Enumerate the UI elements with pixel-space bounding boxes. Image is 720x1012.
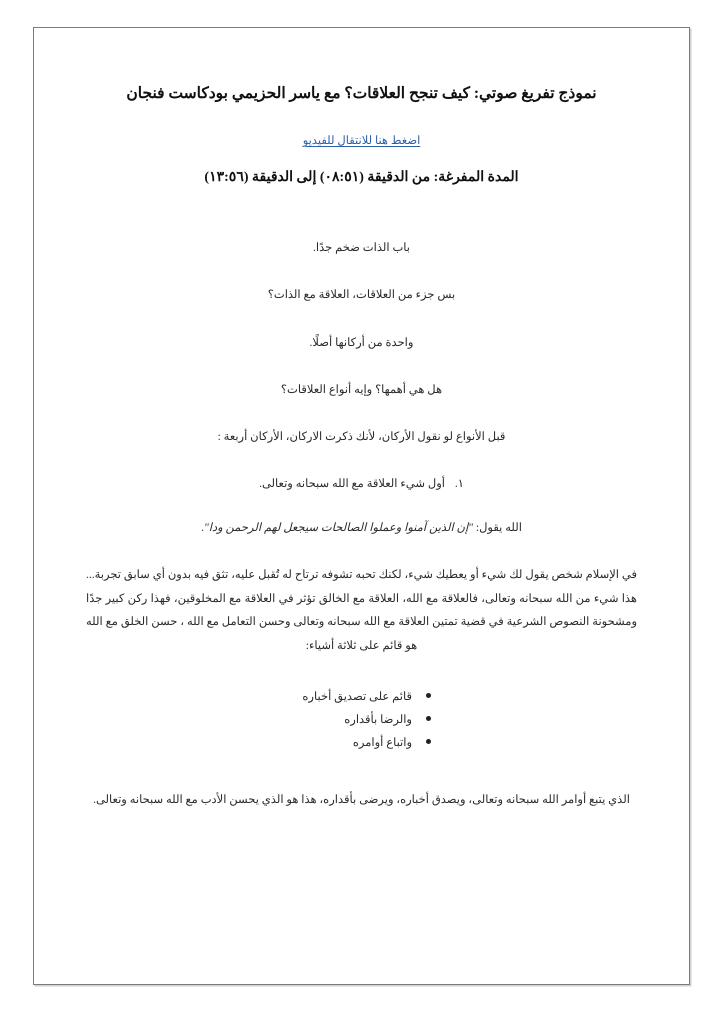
transcript-closing-paragraph: الذي يتبع أوامر الله سبحانه وتعالى، ويصدق أخباره، ويرضى بأقداره، هذا هو الذي يحسن الأدب مع الله سبحانه وتعالى. [93,794,630,807]
list-item [86,474,637,494]
video-link-row [86,131,637,149]
bullet-dot-icon [426,693,431,698]
page-title: نموذج تفريغ صوتي: كيف تنجح العلاقات؟ مع ياسر الحزيمي بودكاست فنجان [126,85,597,102]
list-item-label: أول شيء العلاقة مع الله سبحانه وتعالى. [259,477,445,490]
document-page-sheet [33,27,690,985]
bullet-dot-icon [426,716,431,721]
transcript-paragraph: هل هي أهمها؟ وإيه أنواع العلاقات؟ [280,383,443,396]
numbered-list [86,474,637,494]
list-item [86,732,637,755]
bullet-list [86,686,637,755]
transcript-body [86,238,637,813]
document-content-area [86,68,637,964]
quote-lead: الله يقول: [473,522,522,534]
transcript-paragraph: باب الذات ضخم جدًا. [313,242,410,255]
list-item [86,709,637,732]
quote-tail: . [201,522,204,534]
transcript-long-paragraph: في الإسلام شخص يقول لك شيء أو يعطيك شيء، لكنك تحبه تشوفه ترتاح له تُقبل عليه، تثق فيه بدون أي سابق تجربة... هذا شيء من الله سبحانه وتعالى، فالعلاقة مع الله، العلاقة مع الخالق تؤثر في العلاقة مع المخلوقين، فهذا ركن كبير جدًا ومشحونة النصوص الشرعية في قضية تمتين العلاقة مع الله سبحانه وتعالى وحسن التعامل مع الله ، حسن الخلق مع الله هو قائم على ثلاثة أشياء: [86,569,637,652]
transcript-duration-label: المدة المفرغة: من الدقيقة (٠٨:٥١) إلى الدقيقة (١٣:٥٦) [204,170,519,186]
transcript-paragraph: قبل الأنواع لو نقول الأركان، لأنك ذكرت الاركان، الأركان أربعة : [217,430,506,443]
bullet-dot-icon [426,739,431,744]
video-link[interactable]: اضغط هنا للانتقال للفيديو [302,135,421,148]
list-item-label: قائم على تصديق أخباره [302,691,412,704]
transcript-paragraph: واحدة من أركانها أصلًا. [309,336,414,349]
quote-paragraph [86,518,637,538]
list-item-marker: ١. [454,477,464,490]
transcript-paragraph: بس جزء من العلاقات، العلاقة مع الذات؟ [267,289,456,302]
list-item-label: واتباع أوامره [352,737,412,750]
list-item [86,686,637,709]
quran-quote-text: "إن الذين آمنوا وعملوا الصالحات سيجعل لهم الرحمن ودا" [203,522,473,534]
list-item-label: والرضا بأقداره [344,714,412,727]
